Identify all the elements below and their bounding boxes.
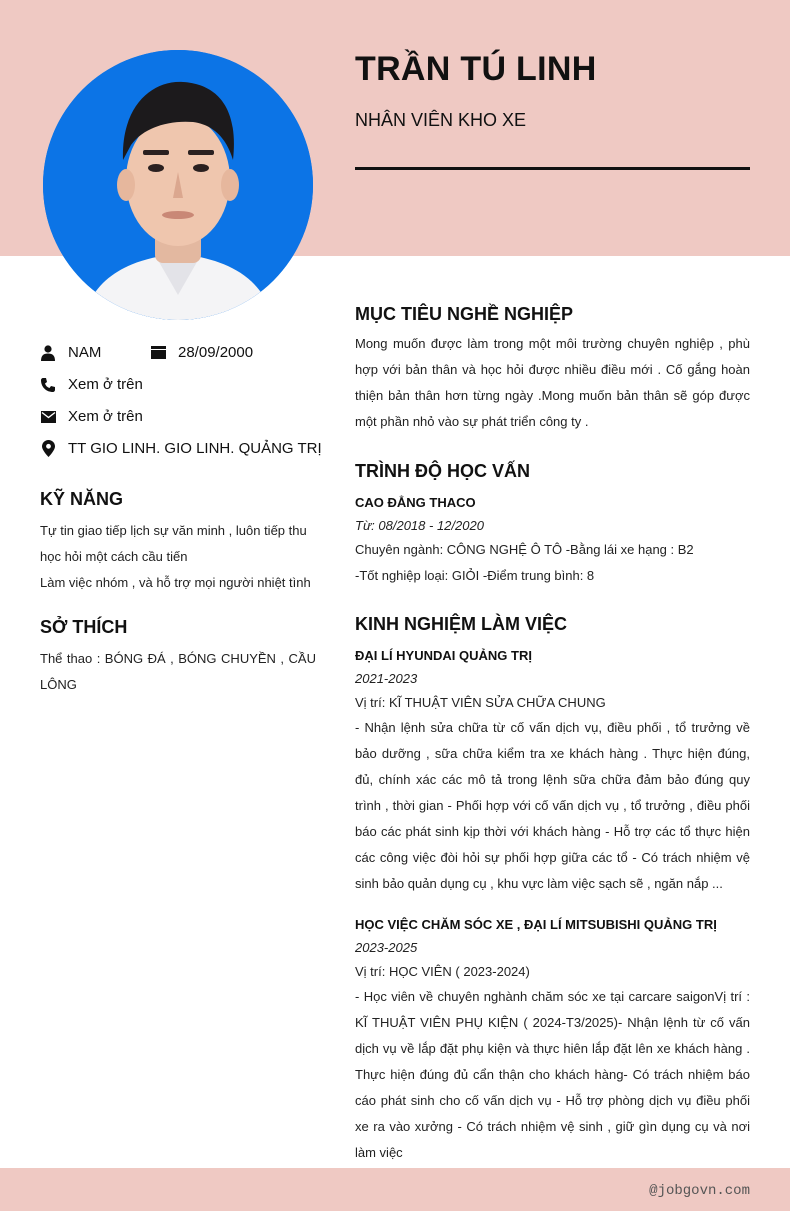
birthdate-row [150, 344, 253, 361]
objective-text: Mong muốn được làm trong một môi trường chuyên nghiệp , phù hợp với bản thân và học hỏi được nhiều điều mới . Cố gắng hoàn thiện bản thân hơn từng ngày .Mong muốn bản thân sẽ góp được một phần nhỏ vào sự phát triển công ty . [355, 336, 750, 429]
education-grade: -Tốt nghiệp loại: GIỎI -Điểm trung bình: 8 [355, 568, 595, 583]
skills-title: KỸ NĂNG [40, 489, 124, 509]
gender-row [40, 344, 101, 361]
candidate-name: TRẦN TÚ LINH [355, 50, 597, 88]
email-value: Xem ở trên [68, 408, 143, 425]
objective-title: MỤC TIÊU NGHỀ NGHIỆP [355, 304, 574, 324]
birthdate-value: 28/09/2000 [178, 344, 254, 361]
job-description: - Nhận lệnh sửa chữa từ cố vấn dịch vụ, điều phối , tổ trưởng về bảo dưỡng , sữa chữa kiểm tra xe khách hàng . Thực hiện đúng, đủ, chính xác các mô tả trong lệnh sữa chữa đảm bảo đúng quy trình , thời gian - Phối hợp với cố vấn dịch vụ , tổ trưởng , điều phối báo các phát sinh kịp thời với khách hàng - Hỗ trợ các tổ thực hiện các công việc đòi hỏi sự phối hợp giữa các tổ - Có trách nhiệm vệ sinh bảo quản dụng cụ , khu vực làm việc sạch sẽ , ngăn nắp ... [355, 720, 750, 891]
job-period: 2023-2025 [355, 940, 418, 955]
experience-title: KINH NGHIỆM LÀM VIỆC [355, 614, 568, 634]
hobbies-title: SỞ THÍCH [40, 617, 128, 637]
email-row [40, 408, 143, 425]
education-title: TRÌNH ĐỘ HỌC VẤN [355, 461, 530, 481]
job-position: Vị trí: HỌC VIÊN ( 2023-2024) [355, 964, 530, 979]
job-description: - Học viên về chuyên nghành chăm sóc xe tại carcare saigonVị trí : KĨ THUẬT VIÊN PHỤ KIỆN ( 2024-T3/2025)- Nhận lệnh từ cố vấn dịch vụ về lắp đặt phụ kiện và thực hiên lắp đặt lên xe khách hàng . Thực hiện đúng đủ cẩn thận cho khách hàng- Có trách nhiệm báo cáo phát sinh cho cố vấn dịch vụ - Hỗ trợ phòng dịch vụ điều phối xe ra vào xưởng - Có trách nhiệm vệ sinh , giữ gìn dụng cụ và nơi làm việc [355, 989, 750, 1160]
education-major: Chuyên ngành: CÔNG NGHỆ Ô TÔ -Bằng lái xe hạng : B2 [355, 542, 694, 557]
address-row [40, 440, 322, 457]
mail-icon [40, 409, 56, 425]
header-divider [355, 167, 750, 170]
job-company: ĐẠI LÍ HYUNDAI QUẢNG TRỊ [355, 648, 532, 663]
skill-item: Tự tin giao tiếp lịch sự văn minh , luôn tiếp thu học hỏi một cách cầu tiến [40, 523, 307, 564]
education-period: Từ: 08/2018 - 12/2020 [355, 518, 484, 533]
skills-list [40, 518, 316, 596]
job-company: HỌC VIỆC CHĂM SÓC XE , ĐẠI LÍ MITSUBISHI QUẢNG TRỊ [355, 917, 717, 932]
job-period: 2021-2023 [355, 671, 418, 686]
phone-icon [40, 377, 56, 393]
calendar-icon [150, 345, 166, 361]
person-icon [40, 345, 56, 361]
address-value: TT GIO LINH. GIO LINH. QUẢNG TRỊ [68, 440, 322, 457]
phone-value: Xem ở trên [68, 376, 143, 393]
hobbies-text: Thể thao : BÓNG ĐÁ , BÓNG CHUYỀN , CẦU LÔNG [40, 651, 316, 692]
footer-brand: @jobgovn.com [649, 1183, 750, 1199]
school-name: CAO ĐẲNG THACO [355, 495, 476, 510]
avatar [43, 50, 313, 320]
job-title: NHÂN VIÊN KHO XE [355, 110, 527, 130]
phone-row [40, 376, 143, 393]
location-pin-icon [40, 441, 56, 457]
portrait-photo [43, 50, 313, 320]
gender-value: NAM [68, 344, 102, 361]
job-position: Vị trí: KĨ THUẬT VIÊN SỬA CHỮA CHUNG [355, 695, 606, 710]
skill-item: Làm việc nhóm , và hỗ trợ mọi người nhiệt tình [40, 575, 311, 590]
